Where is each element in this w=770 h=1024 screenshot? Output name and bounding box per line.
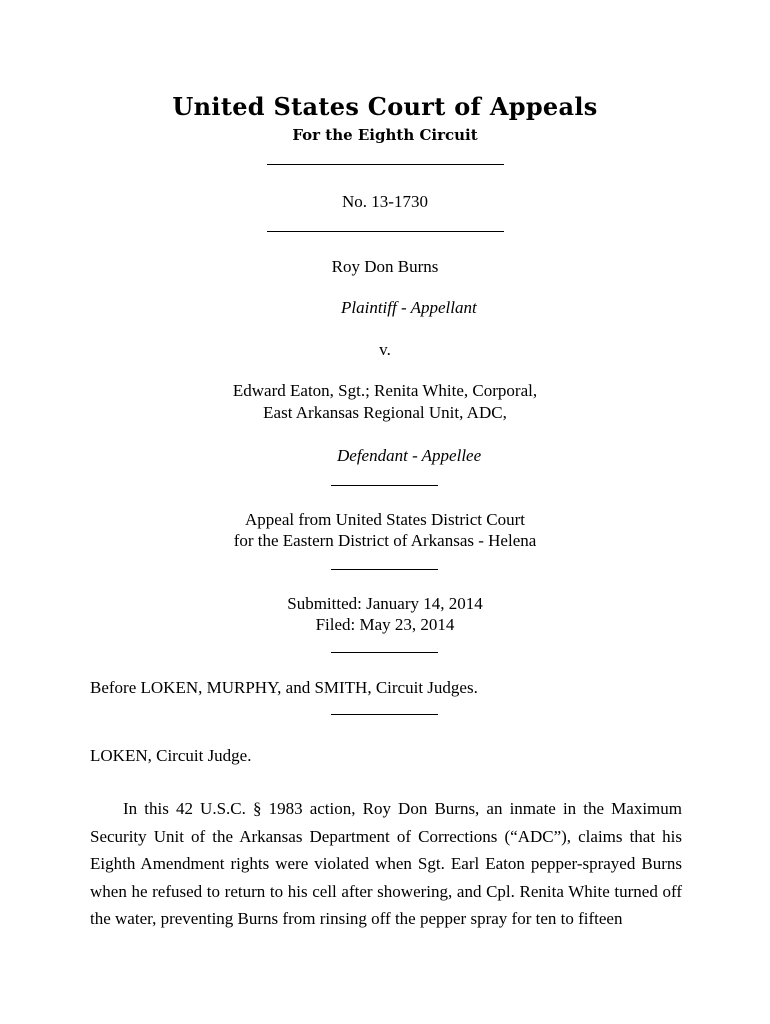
divider-rule bbox=[331, 714, 438, 715]
circuit-subtitle: For the Eighth Circuit bbox=[292, 126, 478, 144]
appeal-line1: Appeal from United States District Court bbox=[245, 510, 525, 529]
defendant-role: Defendant - Appellee bbox=[337, 446, 482, 465]
divider-rule bbox=[331, 652, 438, 653]
plaintiff-name: Roy Don Burns bbox=[331, 257, 439, 276]
defendant-names-line2: East Arkansas Regional Unit, ADC, bbox=[263, 403, 507, 422]
defendant-names-line1: Edward Eaton, Sgt.; Renita White, Corporal, bbox=[232, 381, 538, 400]
case-number: No. 13-1730 bbox=[342, 192, 428, 211]
filed-date: Filed: May 23, 2014 bbox=[315, 615, 455, 634]
court-title: United States Court of Appeals bbox=[172, 92, 598, 121]
divider-rule bbox=[331, 569, 438, 570]
opinion-author: LOKEN, Circuit Judge. bbox=[90, 746, 252, 765]
submitted-date: Submitted: January 14, 2014 bbox=[287, 594, 483, 613]
appeal-line2: for the Eastern District of Arkansas - Helena bbox=[233, 531, 537, 550]
plaintiff-role: Plaintiff - Appellant bbox=[341, 298, 477, 317]
versus: v. bbox=[379, 340, 391, 359]
opinion-paragraph: In this 42 U.S.C. § 1983 action, Roy Don Burns, an inmate in the Maximum Security Unit of the Arkansas Department of Corrections (“ADC”), claims that his Eighth Amendment rights were violated when Sgt. Earl Eaton pepper-sprayed Burns when he refused to return to his cell after showering, and Cpl. Renita White turned off the water, preventing Burns from rinsing off the pepper spray for ten to fifteen bbox=[90, 799, 682, 928]
divider-rule bbox=[267, 164, 504, 165]
divider-rule bbox=[331, 485, 438, 486]
panel-judges: Before LOKEN, MURPHY, and SMITH, Circuit Judges. bbox=[90, 678, 478, 697]
divider-rule bbox=[267, 231, 504, 232]
